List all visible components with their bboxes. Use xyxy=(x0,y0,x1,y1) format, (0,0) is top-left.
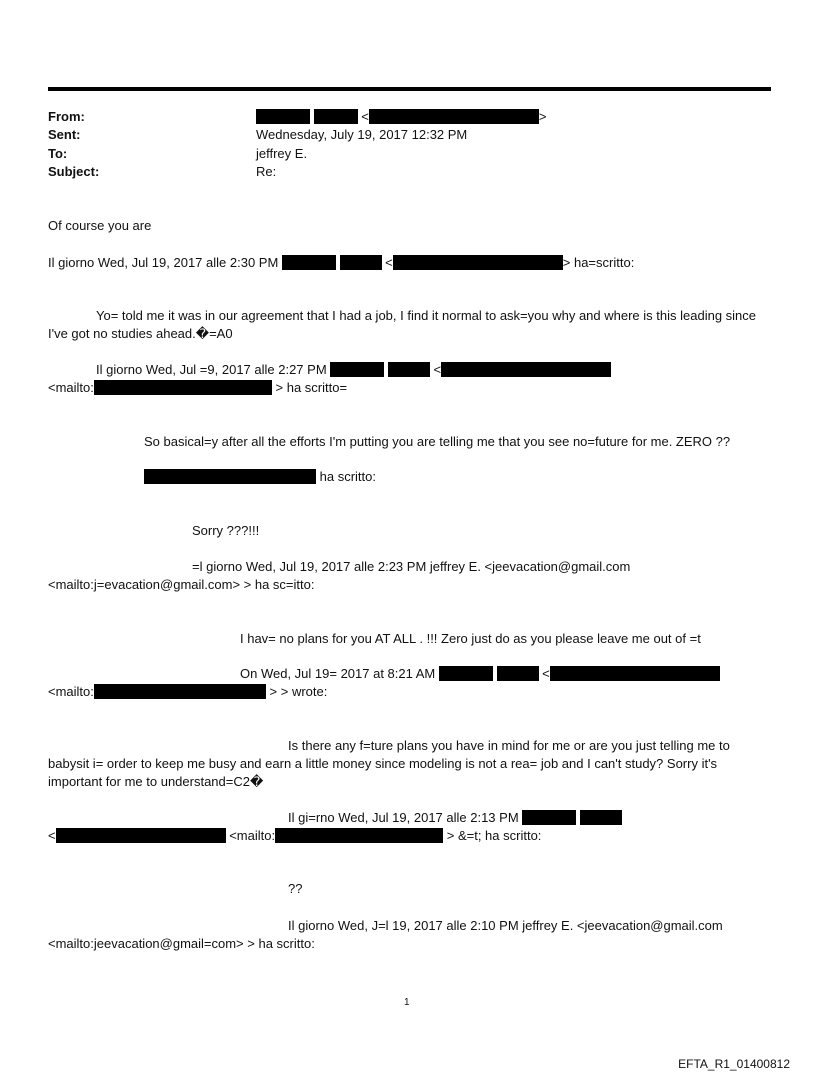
header-rule xyxy=(48,87,771,91)
quote-header-4: =l giorno Wed, Jul 19, 2017 alle 2:23 PM jeffrey E. <jeevacation@gmail.com xyxy=(192,559,631,574)
document-id: EFTA_R1_01400812 xyxy=(678,1057,790,1071)
quoted-message-1: Yo= told me it was in our agreement that I had a job, I find it normal to ask=you why and where is this leading since I've got no studies ahead.�=A0 xyxy=(48,308,757,341)
redaction-block xyxy=(439,666,493,681)
redaction-block xyxy=(497,666,539,681)
redaction-block xyxy=(522,810,576,825)
redaction-block xyxy=(275,828,443,843)
quote-header-7-mailto: <mailto:jeevacation@gmail=com> > ha scritto: xyxy=(48,936,315,951)
quote-header-2: Il giorno Wed, Jul =9, 2017 alle 2:27 PM < xyxy=(96,361,611,379)
redaction-block xyxy=(144,469,316,484)
subject-value: Re: xyxy=(256,164,277,179)
to-value: jeffrey E. xyxy=(256,146,308,161)
redaction-block xyxy=(94,684,266,699)
quote-header-1: Il giorno Wed, Jul 19, 2017 alle 2:30 PM < > ha=scritto: xyxy=(48,255,635,270)
redaction-block xyxy=(282,255,336,270)
redaction-block xyxy=(56,828,226,843)
redaction-block xyxy=(580,810,622,825)
quote-header-5: On Wed, Jul 19= 2017 at 8:21 AM < xyxy=(240,665,720,683)
quote-header-7: Il giorno Wed, J=l 19, 2017 alle 2:10 PM jeffrey E. <jeevacation@gmail.com xyxy=(288,918,723,933)
quote-header-2-mailto: <mailto: > ha scritto= xyxy=(48,380,348,395)
subject-label: Subject: xyxy=(48,164,100,179)
redaction-block xyxy=(340,255,382,270)
redaction-block xyxy=(314,109,358,124)
quote-header-6-mailto: < <mailto: > &=t; ha scritto: xyxy=(48,828,542,843)
quote-header-6: Il gi=rno Wed, Jul 19, 2017 alle 2:13 PM xyxy=(288,809,622,827)
from-value: < > xyxy=(256,108,546,126)
redaction-block xyxy=(393,255,563,270)
quoted-message-4: I hav= no plans for you AT ALL . !!! Zero just do as you please leave me out of =t xyxy=(240,631,701,646)
quoted-message-3: Sorry ???!!! xyxy=(192,523,260,538)
redaction-block xyxy=(550,666,720,681)
quote-header-3: ha scritto: xyxy=(144,468,376,486)
quote-header-5-mailto: <mailto: > > wrote: xyxy=(48,684,328,699)
quote-header-4-mailto: <mailto:j=evacation@gmail.com> > ha sc=itto: xyxy=(48,577,315,592)
from-label: From: xyxy=(48,109,85,124)
quoted-message-5: Is there any f=ture plans you have in mind for me or are you just telling me to babysit i= order to keep me busy and earn a little money since modeling is not a rea= job and I can't study? Sorry it's important for me to understand=C2� xyxy=(48,738,730,789)
to-label: To: xyxy=(48,146,68,161)
quoted-message-2: So basical=y after all the efforts I'm putting you are telling me that you see no=future for me. ZERO ?? xyxy=(144,434,731,449)
quoted-message-6: ?? xyxy=(288,881,303,896)
redaction-block xyxy=(256,109,310,124)
redaction-block xyxy=(330,362,384,377)
redaction-block xyxy=(369,109,539,124)
page-number: 1 xyxy=(404,997,410,1008)
sent-label: Sent: xyxy=(48,127,81,142)
reply-text: Of course you are xyxy=(48,218,152,233)
redaction-block xyxy=(441,362,611,377)
sent-value: Wednesday, July 19, 2017 12:32 PM xyxy=(256,127,468,142)
redaction-block xyxy=(388,362,430,377)
redaction-block xyxy=(94,380,272,395)
